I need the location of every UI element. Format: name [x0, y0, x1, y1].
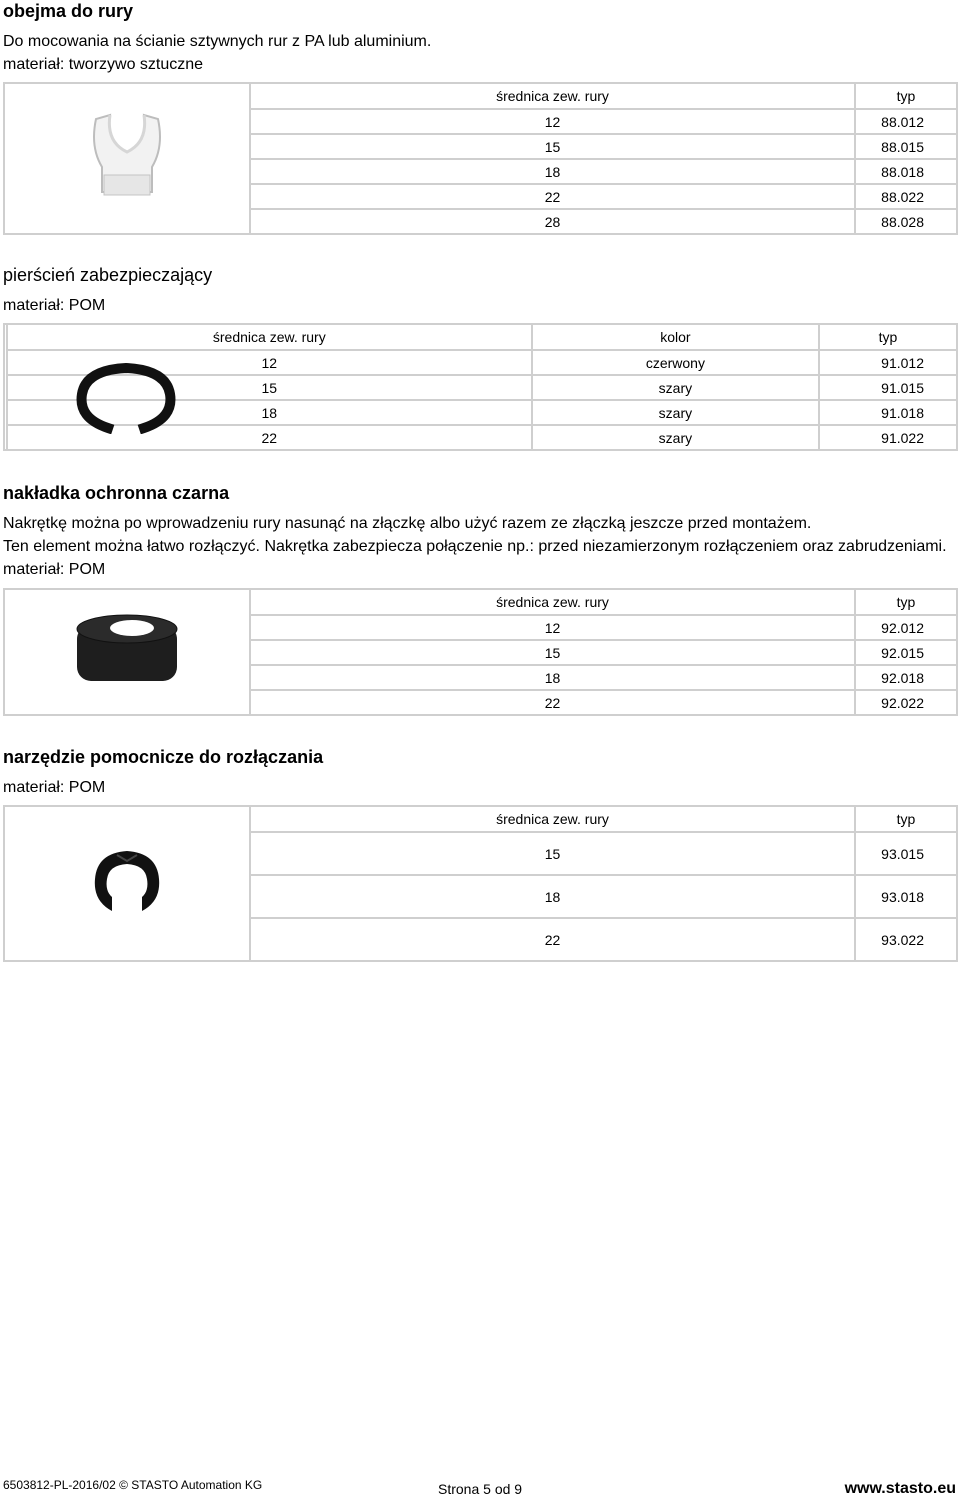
section-title: narzędzie pomocnicze do rozłączania: [3, 747, 324, 767]
cell-diameter: 12: [7, 350, 532, 375]
col-header-kolor: kolor: [532, 324, 819, 350]
section-material: materiał: POM: [3, 297, 106, 314]
cell-diameter: 12: [250, 109, 855, 134]
protective-cap-image: [72, 611, 182, 691]
section-narzedzie: [3, 746, 958, 799]
cell-diameter: 22: [250, 184, 855, 209]
footer-doc-id: 6503812-PL-2016/02 © STASTO Automation KG: [3, 1478, 263, 1492]
cell-typ: 88.012: [855, 109, 957, 134]
release-tool-image: [87, 847, 167, 917]
section-obejma: [3, 0, 958, 76]
section-title: pierścień zabezpieczający: [3, 265, 213, 285]
cell-kolor: szary: [532, 400, 819, 425]
product-table-obejma: [3, 82, 958, 235]
footer-page-number: Strona 5 od 9: [438, 1481, 523, 1497]
cell-typ: 92.018: [855, 665, 957, 690]
product-image-cell: [4, 589, 250, 715]
cell-diameter: 18: [7, 400, 532, 425]
col-header-diameter: średnica zew. rury: [250, 589, 855, 615]
section-nakladka: [3, 482, 958, 581]
cell-diameter: 18: [250, 665, 855, 690]
cell-typ: 91.018: [819, 400, 957, 425]
product-table-narzedzie: [3, 805, 958, 962]
cell-typ: 88.028: [855, 209, 957, 234]
cell-diameter: 22: [250, 918, 855, 961]
cell-typ: 91.022: [819, 425, 957, 450]
retaining-ring-image: [74, 362, 178, 434]
col-header-diameter: średnica zew. rury: [250, 806, 855, 832]
cell-diameter: 12: [250, 615, 855, 640]
col-header-typ: typ: [819, 324, 957, 350]
section-title: obejma do rury: [3, 1, 134, 21]
product-image-cell: [4, 83, 250, 234]
cell-typ: 88.018: [855, 159, 957, 184]
section-description: Ten element można łatwo rozłączyć. Nakrętka zabezpiecza połączenie np.: przed niezamierzonym rozłączeniem oraz zabrudzeniami.: [3, 538, 947, 555]
col-header-typ: typ: [855, 806, 957, 832]
section-pierscien: [3, 264, 958, 317]
col-header-diameter: średnica zew. rury: [250, 83, 855, 109]
cell-typ: 92.015: [855, 640, 957, 665]
cell-typ: 93.015: [855, 832, 957, 875]
cell-typ: 88.015: [855, 134, 957, 159]
cell-diameter: 22: [7, 425, 532, 450]
cell-diameter: 22: [250, 690, 855, 715]
footer-website[interactable]: www.stasto.eu: [844, 1480, 956, 1497]
cell-kolor: szary: [532, 375, 819, 400]
section-description: Nakrętkę można po wprowadzeniu rury nasunąć na złączkę albo użyć razem ze złączką jeszcze przed montażem.: [3, 515, 812, 532]
cell-typ: 92.012: [855, 615, 957, 640]
section-material: materiał: POM: [3, 561, 106, 578]
cell-diameter: 15: [250, 640, 855, 665]
product-table-nakladka: [3, 588, 958, 716]
cell-kolor: czerwony: [532, 350, 819, 375]
col-header-typ: typ: [855, 83, 957, 109]
cell-diameter: 18: [250, 159, 855, 184]
section-material: materiał: POM: [3, 779, 106, 796]
section-title: nakładka ochronna czarna: [3, 483, 230, 503]
section-material: materiał: tworzywo sztuczne: [3, 56, 204, 73]
cell-diameter: 15: [250, 134, 855, 159]
cell-typ: 93.022: [855, 918, 957, 961]
col-header-diameter: średnica zew. rury: [7, 324, 532, 350]
cell-kolor: szary: [532, 425, 819, 450]
cell-typ: 93.018: [855, 875, 957, 918]
product-image-cell: [4, 806, 250, 961]
cell-diameter: 18: [250, 875, 855, 918]
cell-typ: 91.012: [819, 350, 957, 375]
cell-typ: 91.015: [819, 375, 957, 400]
cell-diameter: 15: [250, 832, 855, 875]
col-header-typ: typ: [855, 589, 957, 615]
section-description: Do mocowania na ścianie sztywnych rur z PA lub aluminium.: [3, 33, 432, 50]
pipe-clip-image: [82, 107, 172, 207]
cell-typ: 92.022: [855, 690, 957, 715]
cell-diameter: 28: [250, 209, 855, 234]
cell-typ: 88.022: [855, 184, 957, 209]
cell-diameter: 15: [7, 375, 532, 400]
